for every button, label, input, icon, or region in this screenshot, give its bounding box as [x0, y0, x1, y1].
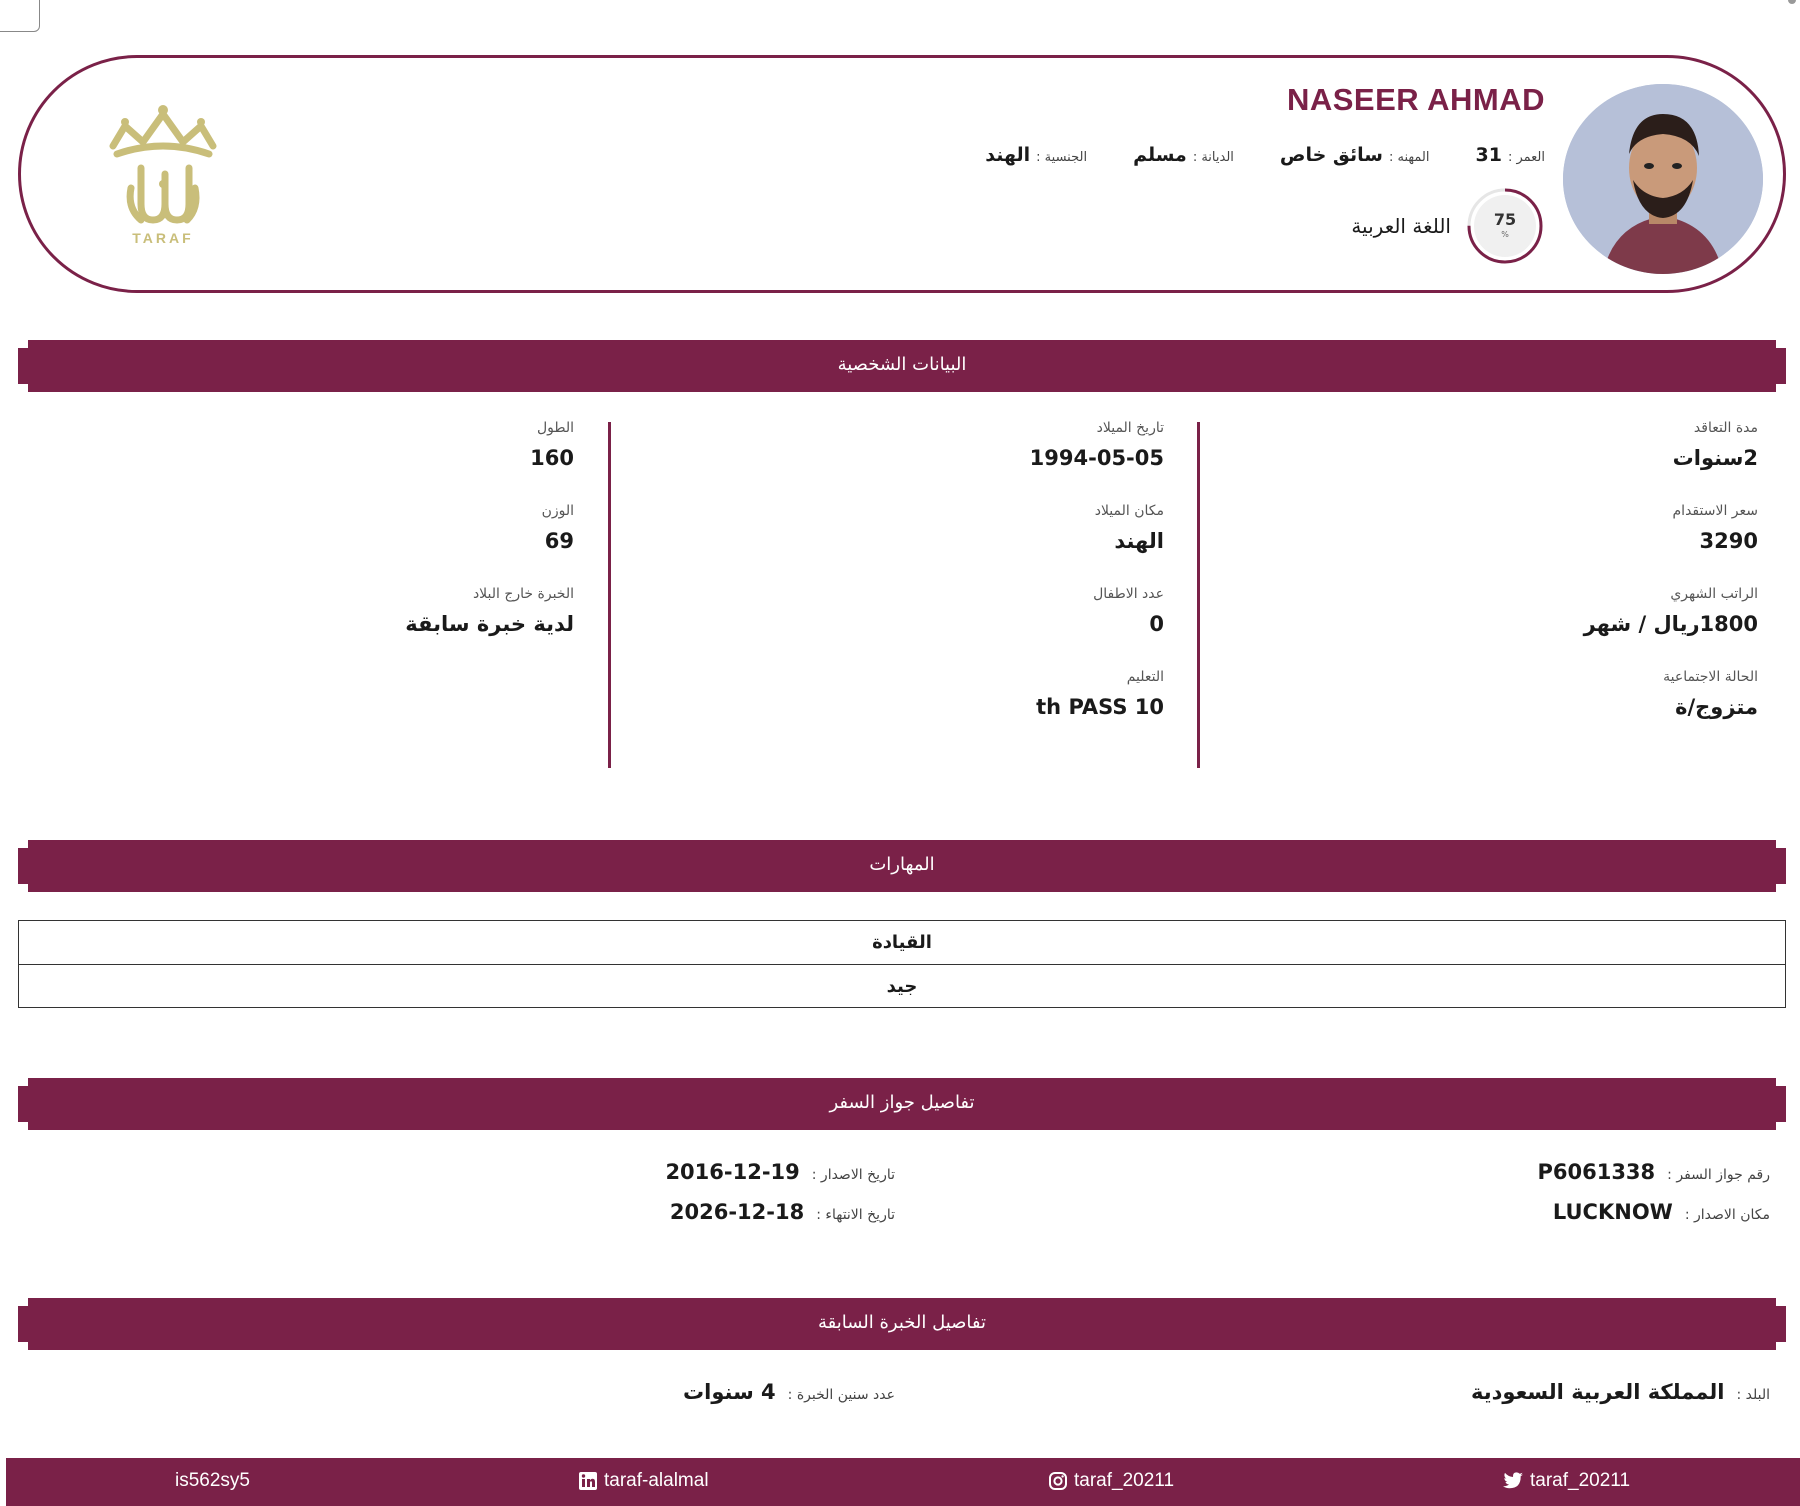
field-value: 1800ريال / شهر — [1583, 612, 1758, 636]
field-label: سعر الاستقدام — [1672, 503, 1758, 519]
profession-item — [1280, 144, 1430, 166]
experience-years-row — [683, 1380, 895, 1404]
expiry-date-value: 2026-12-18 — [669, 1200, 805, 1224]
language-proficiency — [1351, 186, 1545, 266]
field-label: الحالة الاجتماعية — [1663, 669, 1758, 685]
field-label: الراتب الشهري — [1670, 586, 1758, 602]
skill-level: جيد — [19, 964, 1785, 1007]
twitter-handle: taraf_20211 — [1530, 1470, 1631, 1491]
footer-code — [175, 1470, 250, 1492]
profession-label: المهنه : — [1389, 150, 1430, 165]
issue-place-value: LUCKNOW — [1552, 1200, 1673, 1224]
issue-date-row — [665, 1160, 895, 1184]
person-photo-icon — [1563, 84, 1763, 274]
issue-place-label: مكان الاصدار : — [1684, 1207, 1770, 1223]
column-divider — [1197, 422, 1200, 768]
section-title-passport: تفاصيل جواز السفر — [829, 1092, 975, 1113]
age-value: 31 — [1475, 144, 1502, 166]
avatar — [1563, 84, 1763, 274]
field-value: لدية خبرة سابقة — [405, 612, 574, 636]
expiry-date-row — [670, 1200, 895, 1224]
profile-header-card — [18, 55, 1786, 293]
personal-column-right — [1458, 420, 1758, 752]
birth-place-field — [864, 503, 1164, 586]
experience-years-value: 4 سنوات — [683, 1380, 776, 1404]
candidate-name: NASEER AHMAD — [1286, 82, 1545, 117]
passport-number-value: P6061338 — [1537, 1160, 1656, 1184]
field-label: الوزن — [541, 503, 574, 519]
skills-table — [18, 920, 1786, 1008]
field-value: 3290 — [1699, 529, 1758, 553]
section-title-experience: تفاصيل الخبرة السابقة — [817, 1312, 987, 1333]
section-banner-experience — [18, 1298, 1786, 1350]
issue-date-label: تاريخ الاصدار : — [811, 1167, 895, 1183]
summary-info-row — [985, 144, 1545, 166]
twitter-icon — [1502, 1471, 1524, 1491]
personal-column-left — [274, 420, 574, 669]
taraf-logo — [83, 96, 243, 246]
expiry-date-label: تاريخ الانتهاء : — [816, 1207, 895, 1223]
footer-instagram-link[interactable] — [1048, 1470, 1174, 1492]
field-value: 2سنوات — [1672, 446, 1758, 470]
monthly-salary-field — [1458, 586, 1758, 669]
skill-name: القيادة — [872, 932, 932, 953]
field-value: 1994-05-05 — [1029, 446, 1164, 470]
field-label: الطول — [536, 420, 574, 436]
footer-code-text: is562sy5 — [175, 1470, 250, 1491]
linkedin-icon — [578, 1471, 598, 1491]
field-label: مدة التعاقد — [1693, 420, 1758, 436]
issue-place-row — [1553, 1200, 1770, 1224]
religion-label: الديانة : — [1192, 150, 1234, 165]
field-label: مكان الميلاد — [1094, 503, 1164, 519]
footer-bar — [6, 1458, 1800, 1506]
section-banner-skills — [18, 840, 1786, 892]
experience-country-label: البلد : — [1736, 1387, 1770, 1403]
field-label: عدد الاطفال — [1093, 586, 1164, 602]
religion-item — [1133, 144, 1234, 166]
section-banner-personal — [18, 340, 1786, 392]
language-label: اللغة العربية — [1351, 214, 1451, 238]
field-label: تاريخ الميلاد — [1096, 420, 1164, 436]
linkedin-handle: taraf-alalmal — [604, 1470, 709, 1491]
education-field — [864, 669, 1164, 752]
experience-country-value: المملكة العربية السعودية — [1471, 1380, 1725, 1404]
contract-duration-field — [1458, 420, 1758, 503]
field-value: th PASS 10 — [1036, 695, 1164, 719]
field-label: التعليم — [1126, 669, 1164, 685]
nationality-value: الهند — [985, 144, 1031, 166]
crown-icon — [83, 96, 243, 246]
field-value: 160 — [530, 446, 574, 470]
footer-linkedin-link[interactable] — [578, 1470, 709, 1492]
height-field — [274, 420, 574, 503]
corner-dot — [1788, 0, 1796, 4]
field-value: 0 — [1149, 612, 1164, 636]
personal-column-middle — [864, 420, 1164, 752]
age-item — [1476, 144, 1546, 166]
field-label: الخبرة خارج البلاد — [472, 586, 574, 602]
passport-number-label: رقم جواز السفر : — [1667, 1167, 1770, 1183]
section-title-personal: البيانات الشخصية — [837, 354, 967, 375]
nationality-label: الجنسية : — [1036, 150, 1088, 165]
birth-date-field — [864, 420, 1164, 503]
profession-value: سائق خاص — [1279, 144, 1383, 166]
logo-text: TARAF — [132, 230, 194, 246]
column-divider — [608, 422, 611, 768]
language-percent: 75 — [1493, 210, 1517, 229]
marital-status-field — [1458, 669, 1758, 752]
religion-value: مسلم — [1133, 144, 1187, 166]
children-count-field — [864, 586, 1164, 669]
corner-frame — [0, 0, 40, 32]
nationality-item — [985, 144, 1087, 166]
section-banner-passport — [18, 1078, 1786, 1130]
language-gauge — [1465, 186, 1545, 266]
weight-field — [274, 503, 574, 586]
section-title-skills: المهارات — [869, 854, 935, 875]
percent-sign: % — [1501, 230, 1509, 239]
footer-twitter-link[interactable] — [1502, 1470, 1630, 1492]
instagram-handle: taraf_20211 — [1074, 1470, 1175, 1491]
instagram-icon — [1048, 1471, 1068, 1491]
experience-country-row — [1471, 1380, 1770, 1404]
recruitment-price-field — [1458, 503, 1758, 586]
field-value: الهند — [1114, 529, 1164, 553]
issue-date-value: 2016-12-19 — [665, 1160, 800, 1184]
field-value: متزوج/ة — [1675, 695, 1758, 719]
experience-abroad-field — [274, 586, 574, 669]
experience-years-label: عدد سنين الخبرة : — [787, 1387, 895, 1403]
passport-number-row — [1537, 1160, 1770, 1184]
field-value: 69 — [544, 529, 574, 553]
age-label: العمر : — [1507, 150, 1545, 165]
